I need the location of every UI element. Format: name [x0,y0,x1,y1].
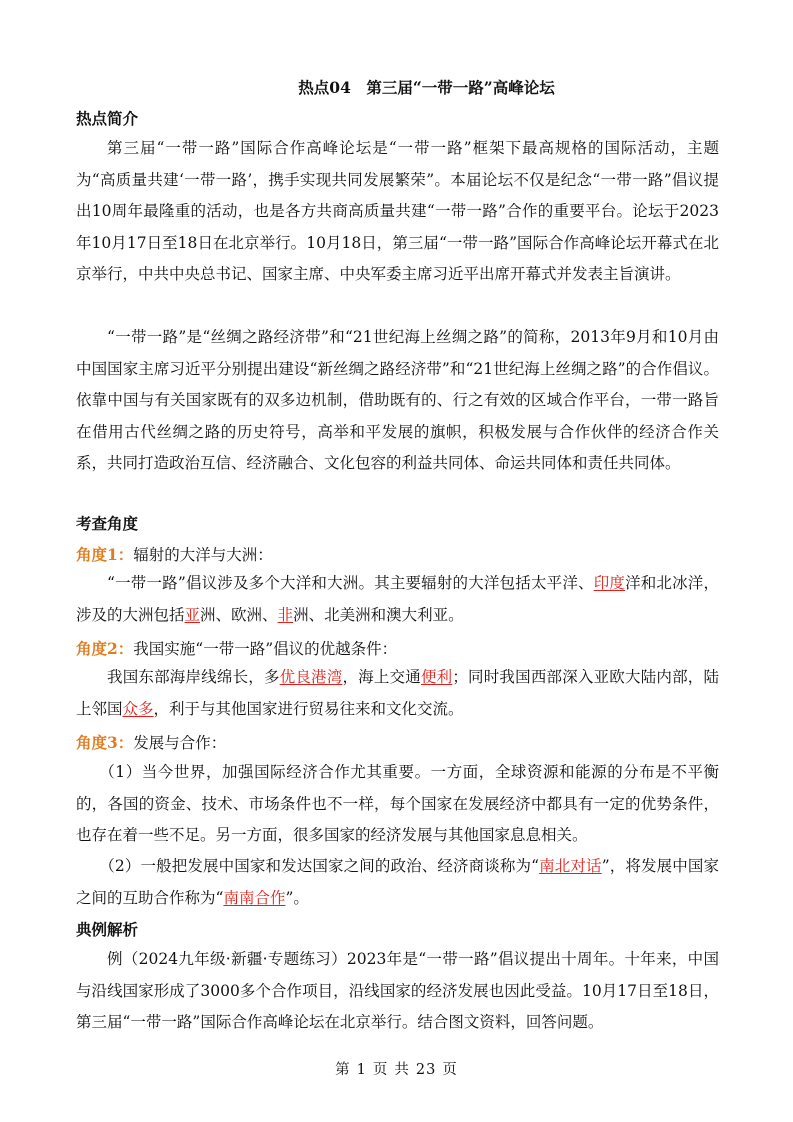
answer-highlight: 众多 [122,699,154,718]
angle-1-title: 辐射的大洋与大洲： [133,546,273,564]
answer-highlight: 印度 [593,574,626,592]
angle-1-heading [76,543,273,565]
angle-2-paragraph: 我国东部海岸线绵长，多优良港湾，海上交通便利；同时我国西部深入亚欧大陆内部，陆上邻国众多，利于与其他国家进行贸易往来和文化交流。 [76,668,719,718]
angle-3-title: 发展与合作： [133,734,227,752]
angle-3-paragraph-1: （1）当今世界，加强国际经济合作尤其重要。一方面，全球资源和能源的分布是不平衡的，各国的资金、技术、市场条件也不一样，每个国家在发展经济中都具有一定的优势条件，也存在着一些不足。另一方面，很多国家的经济发展与其他国家息息相关。 [76,763,719,844]
angle-1-paragraph: “一带一路”倡议涉及多个大洋和大洲。其主要辐射的大洋包括太平洋、印度洋和北冰洋，涉及的大洲包括亚洲、欧洲、非洲、北美洲和澳大利亚。 [76,574,719,624]
section-heading-intro: 热点简介 [76,109,139,128]
intro-paragraph-1: 第三届“一带一路”国际合作高峰论坛是“一带一路”框架下最高规格的国际活动，主题为“高质量共建‘一带一路’，携手实现共同发展繁荣”。本届论坛不仅是纪念“一带一路”倡议提出10周年最隆重的活动，也是各方共商高质量共建“一带一路”合作的重要平台。论坛于2023年10月17日至18日在北京举行。10月18日，第三届“一带一路”国际合作高峰论坛开幕式在北京举行，中共中央总书记、国家主席、中央军委主席习近平出席开幕式并发表主旨演讲。 [76,139,719,283]
angle-3-label: 角度3： [76,733,134,752]
section-heading-example: 典例解析 [76,920,139,939]
section-heading-angles: 考查角度 [76,514,139,533]
angle-3-heading [76,731,226,753]
example-paragraph: 例（2024九年级·新疆·专题练习）2023年是“一带一路”倡议提出十周年。十年来，中国与沿线国家形成了3000多个合作项目，沿线国家的经济发展也因此受益。10月17日至18日，第三届“一带一路”国际合作高峰论坛在北京举行。结合图文资料，回答问题。 [76,950,719,1031]
total-pages: 23 [415,1062,437,1078]
answer-highlight: 便利 [420,668,453,686]
answer-highlight: 非 [277,605,294,624]
angle-2-title: 我国实施“一带一路”倡议的优越条件： [133,640,398,658]
page-title: 热点04 第三届“一带一路”高峰论坛 [298,78,555,97]
angle-2-heading [76,637,397,659]
answer-highlight: 亚 [184,605,201,624]
answer-highlight: 优良港湾 [279,668,343,686]
intro-paragraph-2: “一带一路”是“丝绸之路经济带”和“21世纪海上丝绸之路”的简称，2013年9月和10月由中国国家主席习近平分别提出建设“新丝绸之路经济带”和“21世纪海上丝绸之路”的合作倡议。依靠中国与有关国家既有的双多边机制，借助既有的、行之有效的区域合作平台，一带一路旨在借用古代丝绸之路的历史符号，高举和平发展的旗帜，积极发展与合作伙伴的经济合作关系，共同打造政治互信、经济融合、文化包容的利益共同体、命运共同体和责任共同体。 [76,328,719,472]
page-footer: 第 1 页 共 23 页 [335,1062,458,1078]
angle-2-label: 角度2： [76,639,134,658]
answer-highlight: 南北对话 [539,857,602,875]
page-number: 1 [356,1062,367,1078]
angle-1-label: 角度1： [76,545,134,564]
answer-highlight: 南南合作 [223,888,286,907]
angle-3-paragraph-2: （2）一般把发展中国家和发达国家之间的政治、经济商谈称为“南北对话”，将发展中国家之间的互助合作称为“南南合作”。 [76,857,719,907]
